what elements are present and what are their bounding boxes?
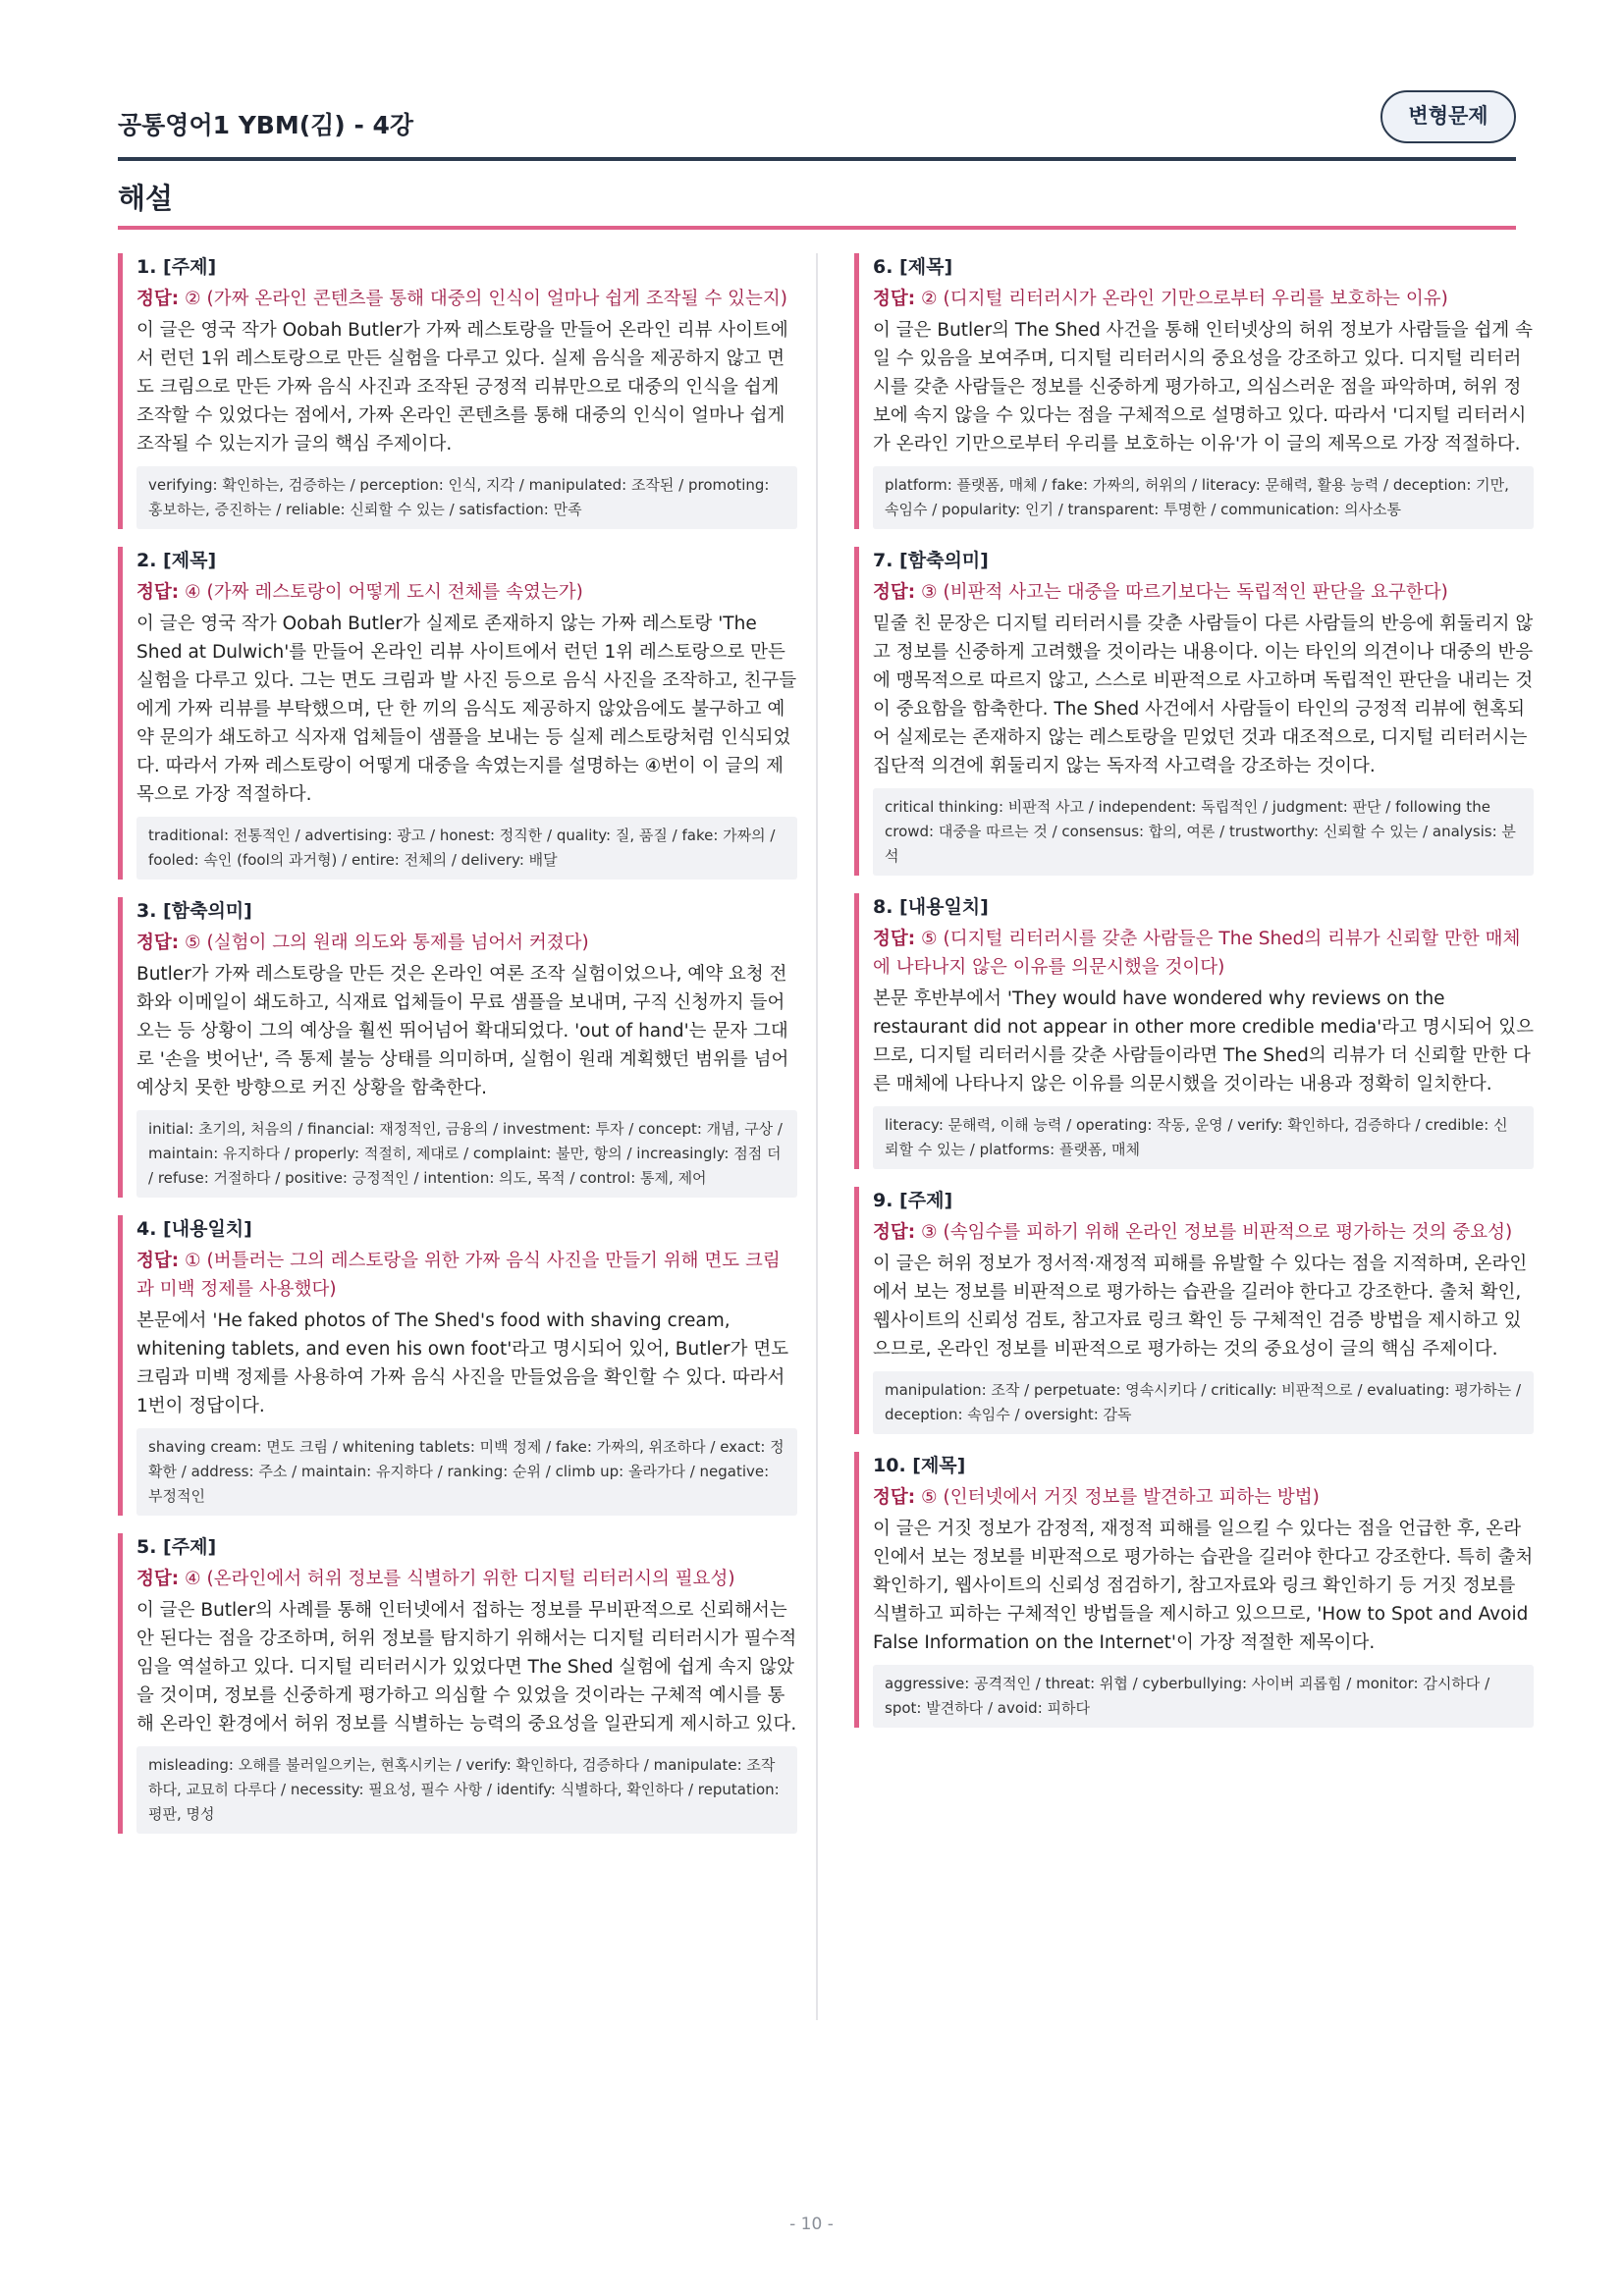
question-4 xyxy=(118,1215,797,1516)
vocabulary-box: initial: 초기의, 처음의 / financial: 재정적인, 금융의 / investment: 투자 / concept: 개념, 구상 / maintain: 유지하다 / properly: 적절히, 제대로 / complaint: 불만, 항의 / increasingly: 점점 더 / refuse: 거절하다 / positive: 긍정적인 / intention: 의도, 목적 / control: 통제, 제어 xyxy=(136,1110,797,1198)
answer-label: 정답: xyxy=(136,1569,180,1589)
left-column xyxy=(118,253,797,1851)
answer-text: ② (디지털 리터러시가 온라인 기만으로부터 우리를 보호하는 이유) xyxy=(921,289,1448,309)
question-3 xyxy=(118,897,797,1198)
explanation-text: 이 글은 영국 작가 Oobah Butler가 가짜 레스토랑을 만들어 온라인 리뷰 사이트에서 런던 1위 레스토랑으로 만든 실험을 다루고 있다. 실제 음식을 제공하지 않고 면도 크림으로 만든 가짜 음식 사진과 조작된 긍정적 리뷰만으로 대중의 인식을 쉽게 조작할 수 있었다는 점에서, 가짜 온라인 콘텐츠를 통해 대중의 인식이 얼마나 쉽게 조작될 수 있는지가 글의 핵심 주제이다. xyxy=(136,320,788,454)
answer-label: 정답: xyxy=(136,289,180,309)
answer-text: ⑤ (디지털 리터러시를 갖춘 사람들은 The Shed의 리뷰가 신뢰할 만한 매체에 나타나지 않은 이유를 의문시했을 것이다) xyxy=(873,929,1521,978)
answer-label: 정답: xyxy=(873,582,916,603)
question-1 xyxy=(118,253,797,529)
vocabulary-box: shaving cream: 면도 크림 / whitening tablets: 미백 정제 / fake: 가짜의, 위조하다 / exact: 정확한 / address: 주소 / maintain: 유지하다 / ranking: 순위 / climb up: 올라가다 / negative: 부정적인 xyxy=(136,1428,797,1516)
vocabulary-box: verifying: 확인하는, 검증하는 / perception: 인식, 지각 / manipulated: 조작된 / promoting: 홍보하는, 증진하는 / reliable: 신뢰할 수 있는 / satisfaction: 만족 xyxy=(136,466,797,529)
answer-label: 정답: xyxy=(873,929,916,949)
answer-label: 정답: xyxy=(873,1222,916,1243)
question-title: 7. [함축의미] xyxy=(873,550,989,571)
answer-text: ② (가짜 온라인 콘텐츠를 통해 대중의 인식이 얼마나 쉽게 조작될 수 있는지) xyxy=(185,289,787,309)
explanation-text: 본문에서 'He faked photos of The Shed's food with shaving cream, whitening tablets, and even his own foot'라고 명시되어 있어, Butler가 면도 크림과 미백 정제를 사용하여 가짜 음식 사진을 만들었음을 확인할 수 있다. 따라서 1번이 정답이다. xyxy=(136,1310,789,1416)
explanation-text: 이 글은 Butler의 The Shed 사건을 통해 인터넷상의 허위 정보가 사람들을 쉽게 속일 수 있음을 보여주며, 디지털 리터러시의 중요성을 강조하고 있다. 디지털 리터러시를 갖춘 사람들은 정보를 신중하게 평가하고, 의심스러운 점을 파악하며, 허위 정보에 속지 않을 수 있다는 점을 구체적으로 설명하고 있다. 따라서 '디지털 리터러시가 온라인 기만으로부터 우리를 보호하는 이유'가 이 글의 제목으로 가장 적절하다. xyxy=(873,320,1534,454)
question-9 xyxy=(854,1187,1534,1434)
answer-line xyxy=(873,285,1534,313)
answer-text: ⑤ (실험이 그의 원래 의도와 통제를 넘어서 커졌다) xyxy=(185,933,589,953)
explanation-text: 이 글은 영국 작가 Oobah Butler가 실제로 존재하지 않는 가짜 레스토랑 'The Shed at Dulwich'를 만들어 온라인 리뷰 사이트에서 런던 1위 레스토랑으로 만든 실험을 다루고 있다. 그는 면도 크림과 발 사진 등으로 음식 사진을 조작하고, 친구들에게 가짜 리뷰를 부탁했으며, 단 한 끼의 음식도 제공하지 않았음에도 불구하고 예약 문의가 쇄도하고 식자재 업체들이 샘플을 보내는 등 실제 레스토랑처럼 인식되었다. 따라서 가짜 레스토랑이 어떻게 대중을 속였는지를 설명하는 ④번이 이 글의 제목으로 가장 적절하다. xyxy=(136,614,797,805)
question-2 xyxy=(118,547,797,880)
answer-line xyxy=(873,578,1534,607)
explanation-text: 이 글은 Butler의 사례를 통해 인터넷에서 접하는 정보를 무비판적으로 신뢰해서는 안 된다는 점을 강조하며, 허위 정보를 탐지하기 위해서는 디지털 리터러시가 필수적임을 역설하고 있다. 디지털 리터러시가 있었다면 The Shed 실험에 쉽게 속지 않았을 것이며, 정보를 신중하게 평가하고 의심할 수 있었을 것이라는 구체적 예시를 통해 온라인 환경에서 허위 정보를 식별하는 능력의 중요성을 일관되게 제시하고 있다. xyxy=(136,1600,797,1735)
explanation-text: 밑줄 친 문장은 디지털 리터러시를 갖춘 사람들이 다른 사람들의 반응에 휘둘리지 않고 정보를 신중하게 고려했을 것이라는 내용이다. 이는 타인의 의견이나 대중의 반응에 맹목적으로 따르지 않고, 스스로 비판적으로 사고하며 독립적인 판단을 내리는 것이 중요함을 함축한다. The Shed 사건에서 사람들이 타인의 긍정적 리뷰에 현혹되어 실제로는 존재하지 않는 레스토랑을 믿었던 것과 대조적으로, 디지털 리터러시는 집단적 의견에 휘둘리지 않는 독자적 사고력을 강조하는 것이다. xyxy=(873,614,1534,776)
answer-label: 정답: xyxy=(873,1487,916,1508)
variant-question-badge: 변형문제 xyxy=(1380,90,1516,143)
answer-line xyxy=(873,925,1534,982)
answer-line xyxy=(136,285,797,313)
answer-text: ④ (온라인에서 허위 정보를 식별하기 위한 디지털 리터러시의 필요성) xyxy=(185,1569,735,1589)
question-title: 10. [제목] xyxy=(873,1455,966,1476)
question-title: 4. [내용일치] xyxy=(136,1218,252,1240)
question-title: 6. [제목] xyxy=(873,256,953,278)
vocabulary-box: manipulation: 조작 / perpetuate: 영속시키다 / critically: 비판적으로 / evaluating: 평가하는 / deception: 속임수 / oversight: 감독 xyxy=(873,1371,1534,1434)
answer-text: ③ (비판적 사고는 대중을 따르기보다는 독립적인 판단을 요구한다) xyxy=(921,582,1448,603)
question-title: 2. [제목] xyxy=(136,550,217,571)
question-6 xyxy=(854,253,1534,529)
answer-text: ① (버틀러는 그의 레스토랑을 위한 가짜 음식 사진을 만들기 위해 면도 크림과 미백 정제를 사용했다) xyxy=(136,1251,781,1300)
question-title: 8. [내용일치] xyxy=(873,896,989,918)
section-title: 해설 xyxy=(118,177,1516,230)
answer-label: 정답: xyxy=(136,933,180,953)
vocabulary-box: aggressive: 공격적인 / threat: 위협 / cyberbullying: 사이버 괴롭힘 / monitor: 감시하다 / spot: 발견하다 / avoid: 피하다 xyxy=(873,1665,1534,1728)
vocabulary-box: misleading: 오해를 불러일으키는, 현혹시키는 / verify: 확인하다, 검증하다 / manipulate: 조작하다, 교묘히 다루다 / necessity: 필요성, 필수 사항 / identify: 식별하다, 확인하다 / reputation: 평판, 명성 xyxy=(136,1746,797,1834)
question-title: 9. [주제] xyxy=(873,1190,953,1211)
question-title: 1. [주제] xyxy=(136,256,217,278)
column-divider xyxy=(816,253,818,2020)
answer-line xyxy=(873,1483,1534,1512)
answer-line xyxy=(136,578,797,607)
page-number: - 10 - xyxy=(789,2215,834,2234)
vocabulary-box: platform: 플랫폼, 매체 / fake: 가짜의, 허위의 / literacy: 문해력, 활용 능력 / deception: 기만, 속임수 / popularity: 인기 / transparent: 투명한 / communication: 의사소통 xyxy=(873,466,1534,529)
answer-text: ④ (가짜 레스토랑이 어떻게 도시 전체를 속였는가) xyxy=(185,582,583,603)
right-column xyxy=(854,253,1534,1745)
explanation-text: 이 글은 허위 정보가 정서적·재정적 피해를 유발할 수 있다는 점을 지적하며, 온라인에서 보는 정보를 비판적으로 평가하는 습관을 길러야 한다고 강조한다. 출처 확인, 웹사이트의 신뢰성 검토, 참고자료 링크 확인 등 구체적인 검증 방법을 제시하고 있으므로, 온라인 정보를 비판적으로 평가하는 것의 중요성이 글의 핵심 주제이다. xyxy=(873,1254,1528,1360)
question-10 xyxy=(854,1452,1534,1728)
document-title: 공통영어1 YBM(김) - 4강 xyxy=(118,111,414,139)
question-5 xyxy=(118,1533,797,1834)
answer-line xyxy=(136,1247,797,1304)
question-8 xyxy=(854,893,1534,1169)
question-title: 3. [함축의미] xyxy=(136,900,252,922)
answer-line xyxy=(873,1218,1534,1247)
answer-line xyxy=(136,929,797,957)
explanation-text: 본문 후반부에서 'They would have wondered why reviews on the restaurant did not appear in other more credible media'라고 명시되어 있으므로, 디지털 리터러시를 갖춘 사람들이라면 The Shed의 리뷰가 더 신뢰할 만한 다른 매체에 나타나지 않은 이유를 의문시했을 것이라는 내용과 정확히 일치한다. xyxy=(873,988,1534,1095)
answer-label: 정답: xyxy=(873,289,916,309)
answer-label: 정답: xyxy=(136,1251,180,1271)
page-header xyxy=(118,90,1516,161)
vocabulary-box: traditional: 전통적인 / advertising: 광고 / honest: 정직한 / quality: 질, 품질 / fake: 가짜의 / fooled: 속인 (fool의 과거형) / entire: 전체의 / delivery: 배달 xyxy=(136,817,797,880)
vocabulary-box: critical thinking: 비판적 사고 / independent: 독립적인 / judgment: 판단 / following the crowd: 대중을 따르는 것 / consensus: 합의, 여론 / trustworthy: 신뢰할 수 있는 / analysis: 분석 xyxy=(873,788,1534,876)
question-title: 5. [주제] xyxy=(136,1536,217,1558)
answer-text: ③ (속임수를 피하기 위해 온라인 정보를 비판적으로 평가하는 것의 중요성) xyxy=(921,1222,1513,1243)
answer-line xyxy=(136,1565,797,1593)
explanation-text: Butler가 가짜 레스토랑을 만든 것은 온라인 여론 조작 실험이었으나, 예약 요청 전화와 이메일이 쇄도하고, 식재료 업체들이 무료 샘플을 보내며, 구직 신청까지 들어오는 등 상황이 그의 예상을 훨씬 뛰어넘어 확대되었다. 'out of hand'는 문자 그대로 '손을 벗어난', 즉 통제 불능 상태를 의미하며, 실험이 원래 계획했던 범위를 넘어 예상치 못한 방향으로 커진 상황을 함축한다. xyxy=(136,964,789,1098)
answer-text: ⑤ (인터넷에서 거짓 정보를 발견하고 피하는 방법) xyxy=(921,1487,1320,1508)
answer-label: 정답: xyxy=(136,582,180,603)
vocabulary-box: literacy: 문해력, 이해 능력 / operating: 작동, 운영 / verify: 확인하다, 검증하다 / credible: 신뢰할 수 있는 / platforms: 플랫폼, 매체 xyxy=(873,1106,1534,1169)
explanation-text: 이 글은 거짓 정보가 감정적, 재정적 피해를 일으킬 수 있다는 점을 언급한 후, 온라인에서 보는 정보를 비판적으로 평가하는 습관을 길러야 한다고 강조한다. 특히 출처 확인하기, 웹사이트의 신뢰성 점검하기, 참고자료와 링크 확인하기 등 거짓 정보를 식별하고 피하는 구체적인 방법들을 제시하고 있으므로, 'How to Spot and Avoid False Information on the Internet'이 가장 적절한 제목이다. xyxy=(873,1519,1534,1653)
question-7 xyxy=(854,547,1534,876)
